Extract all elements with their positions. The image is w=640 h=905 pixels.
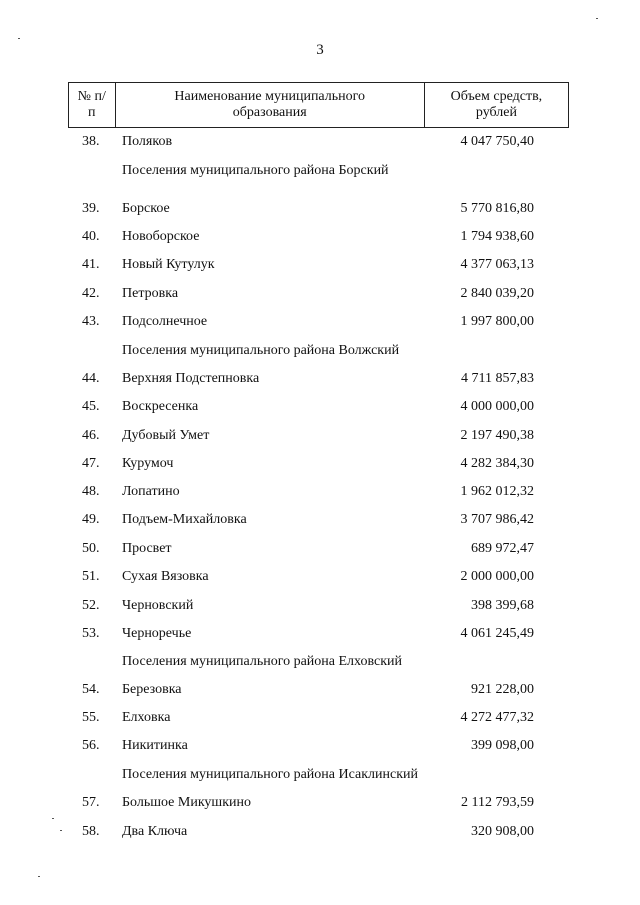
funds-amount: 921 228,00 (471, 682, 534, 697)
funds-amount: 689 972,47 (471, 541, 534, 556)
row-number: 46. (82, 428, 100, 443)
header-amount-cell (424, 83, 568, 128)
table-row (68, 736, 569, 756)
funds-amount: 2 000 000,00 (460, 569, 534, 584)
table-row (68, 624, 569, 644)
municipality-name: Черновский (122, 598, 194, 613)
municipality-name: Подъем-Михайловка (122, 512, 247, 527)
table-row (68, 132, 569, 152)
table-row (68, 482, 569, 502)
scan-speck (60, 830, 62, 831)
funds-amount: 4 282 384,30 (460, 456, 534, 471)
municipality-name: Новоборское (122, 229, 200, 244)
municipality-name: Новый Кутулук (122, 257, 215, 272)
table-row (68, 397, 569, 417)
page-number: 3 (316, 42, 324, 58)
table-row (68, 539, 569, 559)
header-amount-label: Объем средств, рублей (450, 89, 543, 120)
row-number: 39. (82, 201, 100, 216)
table-row (68, 369, 569, 389)
row-number: 41. (82, 257, 100, 272)
table-row (68, 454, 569, 474)
header-num-label: № п/п (77, 89, 106, 120)
table-header (68, 82, 569, 128)
table-row (68, 510, 569, 530)
table-row (68, 680, 569, 700)
group-heading: Поселения муниципального района Елховский (122, 654, 403, 669)
row-number: 47. (82, 456, 100, 471)
funds-amount: 2 197 490,38 (460, 428, 534, 443)
row-number: 44. (82, 371, 100, 386)
funds-amount: 4 000 000,00 (460, 399, 534, 414)
municipality-name: Воскресенка (122, 399, 199, 414)
header-name-cell (115, 83, 424, 128)
funds-amount: 4 377 063,13 (460, 257, 534, 272)
municipality-name: Никитинка (122, 738, 188, 753)
funds-amount: 399 098,00 (471, 738, 534, 753)
municipality-name: Дубовый Умет (122, 428, 210, 443)
funds-amount: 320 908,00 (471, 824, 534, 839)
table-row (68, 822, 569, 842)
table-row (68, 312, 569, 332)
funds-amount: 398 399,68 (471, 598, 534, 613)
table-row (68, 255, 569, 275)
table-row (68, 227, 569, 247)
row-number: 56. (82, 738, 100, 753)
municipality-name: Петровка (122, 286, 179, 301)
municipality-name: Поляков (122, 134, 173, 149)
row-number: 45. (82, 399, 100, 414)
row-number: 53. (82, 626, 100, 641)
table-row (68, 426, 569, 446)
header-name-label: Наименование муниципального образования (174, 89, 366, 120)
funds-amount: 2 840 039,20 (460, 286, 534, 301)
row-number: 49. (82, 512, 100, 527)
funds-amount: 1 794 938,60 (460, 229, 534, 244)
scan-speck (38, 876, 40, 877)
row-number: 50. (82, 541, 100, 556)
funds-amount: 5 770 816,80 (460, 201, 534, 216)
funds-amount: 3 707 986,42 (460, 512, 534, 527)
row-number: 54. (82, 682, 100, 697)
header-num-cell (69, 83, 116, 128)
group-heading: Поселения муниципального района Борский (122, 163, 389, 178)
municipality-name: Верхняя Подстепновка (122, 371, 260, 386)
funds-amount: 4 047 750,40 (460, 134, 534, 149)
group-heading: Поселения муниципального района Исаклинский (122, 767, 418, 782)
table-row (68, 793, 569, 813)
funds-amount: 4 711 857,83 (461, 371, 534, 386)
funds-amount: 2 112 793,59 (461, 795, 534, 810)
row-number: 52. (82, 598, 100, 613)
scan-speck (18, 38, 20, 39)
municipality-name: Борское (122, 201, 170, 216)
row-number: 51. (82, 569, 100, 584)
row-number: 38. (82, 134, 100, 149)
row-number: 58. (82, 824, 100, 839)
municipality-name: Черноречье (122, 626, 192, 641)
row-number: 40. (82, 229, 100, 244)
scan-speck (596, 18, 598, 19)
group-heading: Поселения муниципального района Волжский (122, 343, 400, 358)
municipality-name: Сухая Вязовка (122, 569, 209, 584)
table-row (68, 708, 569, 728)
funds-amount: 1 962 012,32 (460, 484, 534, 499)
row-number: 42. (82, 286, 100, 301)
table-row (68, 567, 569, 587)
municipality-name: Большое Микушкино (122, 795, 252, 810)
row-number: 55. (82, 710, 100, 725)
municipality-name: Елховка (122, 710, 171, 725)
table-row (68, 284, 569, 304)
row-number: 48. (82, 484, 100, 499)
municipality-name: Два Ключа (122, 824, 188, 839)
municipality-name: Подсолнечное (122, 314, 208, 329)
table-row (68, 596, 569, 616)
municipality-name: Курумоч (122, 456, 174, 471)
table-row (68, 199, 569, 219)
row-number: 43. (82, 314, 100, 329)
row-number: 57. (82, 795, 100, 810)
municipality-name: Лопатино (122, 484, 180, 499)
municipality-name: Березовка (122, 682, 182, 697)
funds-amount: 4 061 245,49 (460, 626, 534, 641)
scan-speck (52, 818, 54, 819)
funds-amount: 1 997 800,00 (460, 314, 534, 329)
municipality-name: Просвет (122, 541, 172, 556)
funds-amount: 4 272 477,32 (460, 710, 534, 725)
